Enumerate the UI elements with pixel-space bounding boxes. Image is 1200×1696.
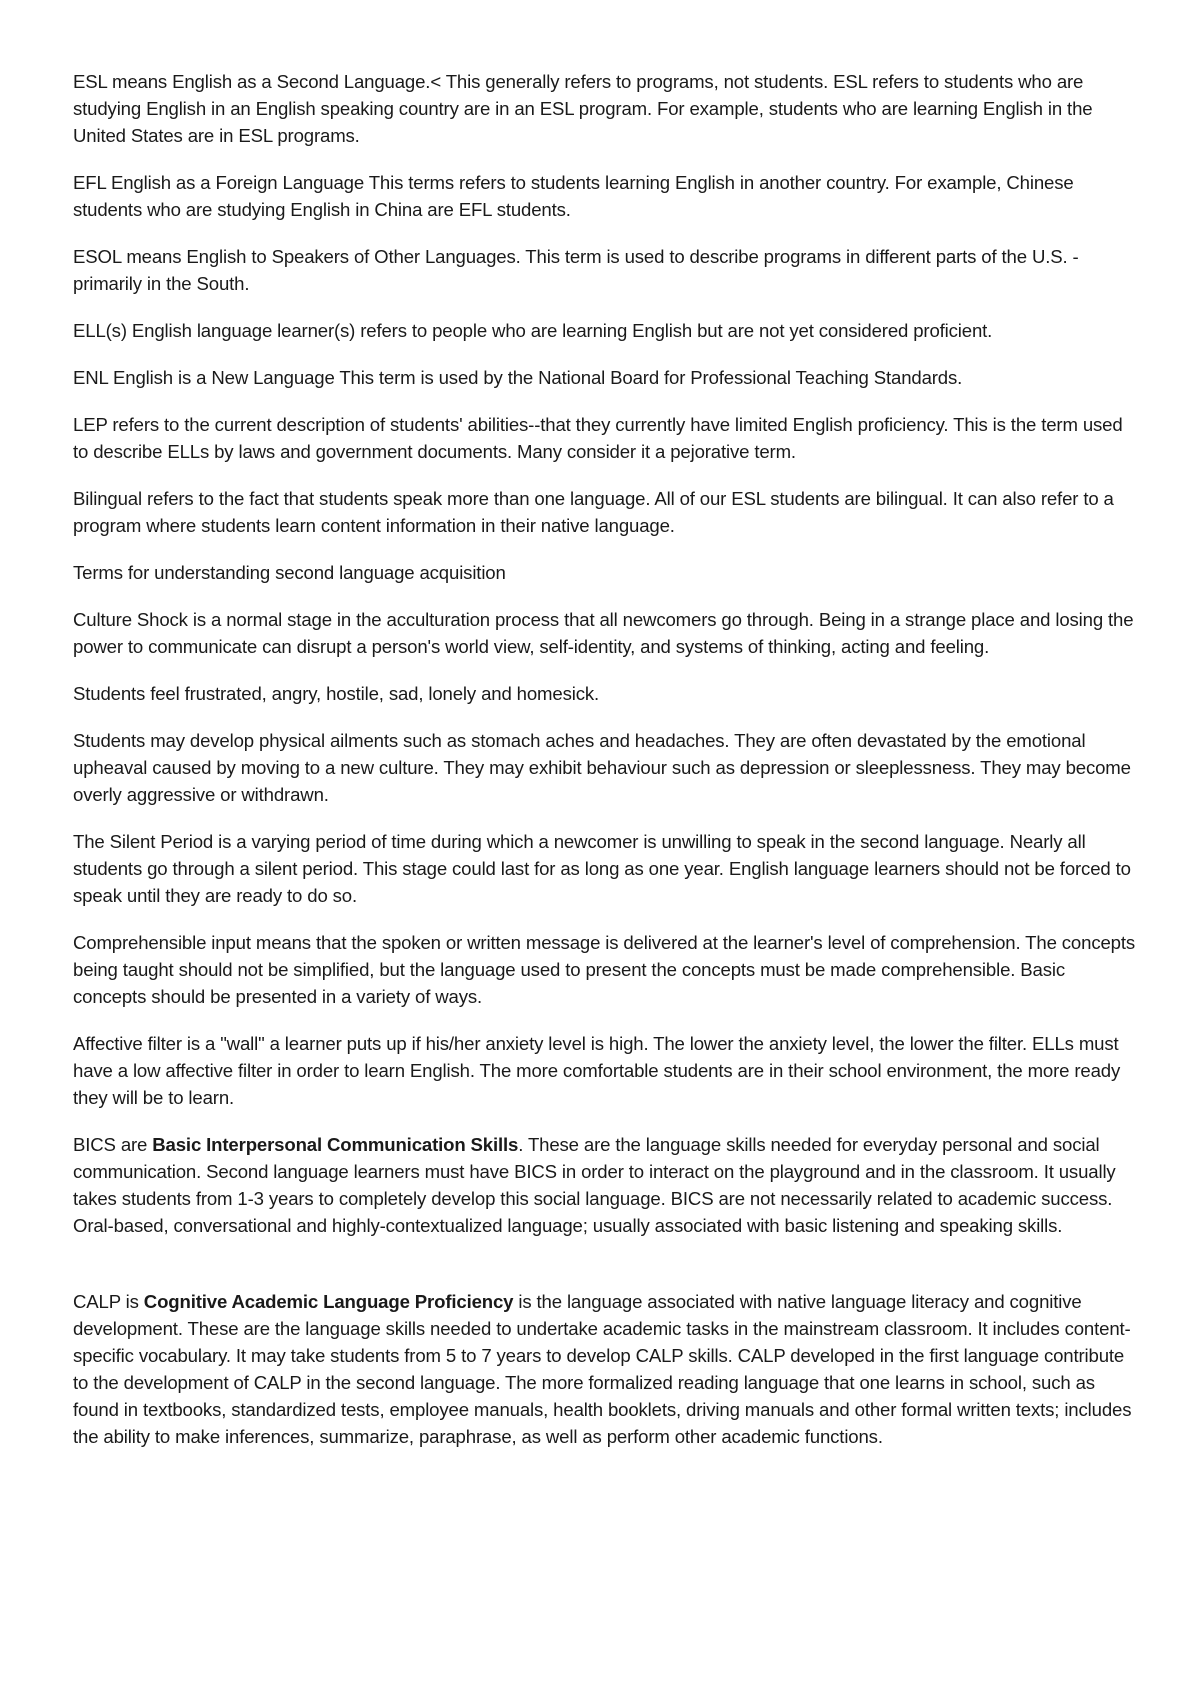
bics-term: Basic Interpersonal Communication Skills bbox=[152, 1134, 519, 1155]
paragraph-culture-shock: Culture Shock is a normal stage in the acculturation process that all newcomers go through. Being in a strange place and losing the power to communicate can disrupt a person's world view, self-identity, and systems of thinking, acting and feeling. bbox=[73, 609, 1134, 657]
paragraph-calp bbox=[73, 1288, 1140, 1450]
paragraph-enl: ENL English is a New Language This term is used by the National Board for Professional Teaching Standards. bbox=[73, 367, 963, 388]
paragraph-efl: EFL English as a Foreign Language This terms refers to students learning English in another country. For example, Chinese students who are studying English in China are EFL students. bbox=[73, 172, 1074, 220]
paragraph-lep: LEP refers to the current description of students' abilities--that they currently have limited English proficiency. This is the term used to describe ELLs by laws and government documents. Many consider it a pejorative term. bbox=[73, 414, 1123, 462]
paragraph-silent-period: The Silent Period is a varying period of time during which a newcomer is unwilling to speak in the second language. Nearly all students go through a silent period. This stage could last for as long as one year. English language learners should not be forced to speak until they are ready to do so. bbox=[73, 831, 1131, 906]
paragraph-esl: ESL means English as a Second Language.< This generally refers to programs, not students. ESL refers to students who are studying English in an English speaking country are in an ESL program. For example, students who are learning English in the United States are in ESL programs. bbox=[73, 71, 1093, 146]
paragraph-bilingual: Bilingual refers to the fact that students speak more than one language. All of our ESL students are bilingual. It can also refer to a program where students learn content information in their native language. bbox=[73, 488, 1114, 536]
calp-term: Cognitive Academic Language Proficiency bbox=[143, 1291, 514, 1312]
paragraph-ell: ELL(s) English language learner(s) refers to people who are learning English but are not yet considered proficient. bbox=[73, 320, 993, 341]
paragraph-esol: ESOL means English to Speakers of Other Languages. This term is used to describe programs in different parts of the U.S. - primarily in the South. bbox=[73, 246, 1079, 294]
bics-lead: BICS are bbox=[73, 1134, 153, 1155]
paragraph-physical-ailments: Students may develop physical ailments such as stomach aches and headaches. They are often devastated by the emotional upheaval caused by moving to a new culture. They may exhibit behaviour such as depression or sleeplessness. They may become overly aggressive or withdrawn. bbox=[73, 730, 1131, 805]
calp-lead: CALP is bbox=[73, 1291, 144, 1312]
paragraph-affective-filter: Affective filter is a "wall" a learner puts up if his/her anxiety level is high. The lower the anxiety level, the lower the filter. ELLs must have a low affective filter in order to learn English. The more comfortable students are in their school environment, the more ready they will be to learn. bbox=[73, 1033, 1121, 1108]
paragraph-student-feelings: Students feel frustrated, angry, hostile, sad, lonely and homesick. bbox=[73, 683, 600, 704]
calp-body: is the language associated with native language literacy and cognitive development. These are the language skills needed to undertake academic tasks in the mainstream classroom. It includes content-specific vocabulary. It may take students from 5 to 7 years to develop CALP skills. CALP developed in the first language contribute to the development of CALP in the second language. The more formalized reading language that one learns in school, such as found in textbooks, standardized tests, employee manuals, health booklets, driving manuals and other formal written texts; includes the ability to make inferences, summarize, paraphrase, as well as perform other academic functions. bbox=[73, 1291, 1132, 1447]
paragraph-bics bbox=[73, 1131, 1140, 1239]
bics-body: . These are the language skills needed for everyday personal and social communication. Second language learners must have BICS in order to interact on the playground and in the classroom. It usually takes students from 1-3 years to completely develop this social language. BICS are not necessarily related to academic success. Oral-based, conversational and highly-contextualized language; usually associated with basic listening and speaking skills. bbox=[73, 1134, 1116, 1236]
paragraph-comprehensible-input: Comprehensible input means that the spoken or written message is delivered at the learner's level of comprehension. The concepts being taught should not be simplified, but the language used to present the concepts must be made comprehensible. Basic concepts should be presented in a variety of ways. bbox=[73, 932, 1136, 1007]
section-heading-sla-terms: Terms for understanding second language acquisition bbox=[73, 562, 506, 583]
